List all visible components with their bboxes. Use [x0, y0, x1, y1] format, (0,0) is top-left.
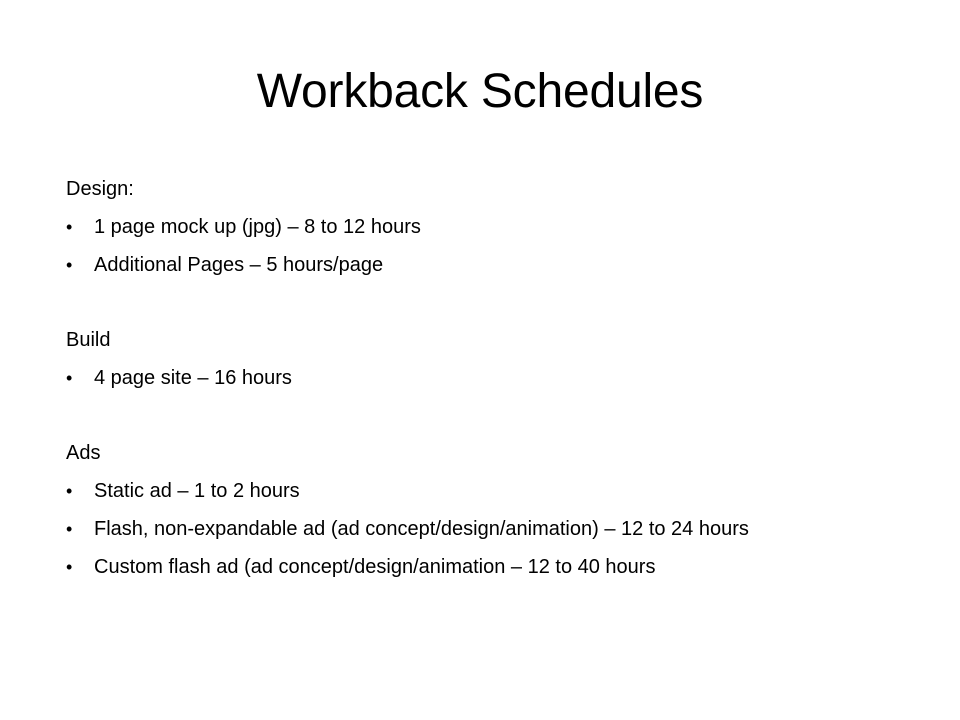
bullet-icon: •: [66, 217, 73, 237]
list-item: [66, 548, 926, 586]
bullet-list: [66, 208, 926, 284]
slide-body: [66, 170, 926, 586]
list-item-text: 4 page site – 16 hours: [94, 367, 292, 389]
section-ads: [66, 434, 926, 586]
bullet-icon: •: [66, 481, 73, 501]
bullet-icon: •: [66, 255, 73, 275]
section-design: [66, 170, 926, 284]
list-item: [66, 510, 926, 548]
bullet-list: [66, 359, 926, 397]
bullet-icon: •: [66, 368, 73, 388]
list-item-text: Flash, non-expandable ad (ad concept/design/animation) – 12 to 24 hours: [94, 518, 749, 540]
list-item: [66, 246, 926, 284]
bullet-list: [66, 472, 926, 586]
list-item: [66, 472, 926, 510]
slide-title: Workback Schedules: [256, 65, 704, 118]
list-item: [66, 359, 926, 397]
bullet-icon: •: [66, 519, 73, 539]
list-item: [66, 208, 926, 246]
list-item-text: Static ad – 1 to 2 hours: [94, 480, 300, 502]
section-heading: Design:: [66, 178, 134, 200]
section-build: [66, 321, 926, 397]
bullet-icon: •: [66, 557, 73, 577]
list-item-text: Additional Pages – 5 hours/page: [94, 254, 384, 276]
section-heading: Build: [66, 329, 111, 351]
section-heading: Ads: [66, 442, 101, 464]
list-item-text: Custom flash ad (ad concept/design/animation – 12 to 40 hours: [94, 556, 656, 578]
list-item-text: 1 page mock up (jpg) – 8 to 12 hours: [94, 216, 421, 238]
